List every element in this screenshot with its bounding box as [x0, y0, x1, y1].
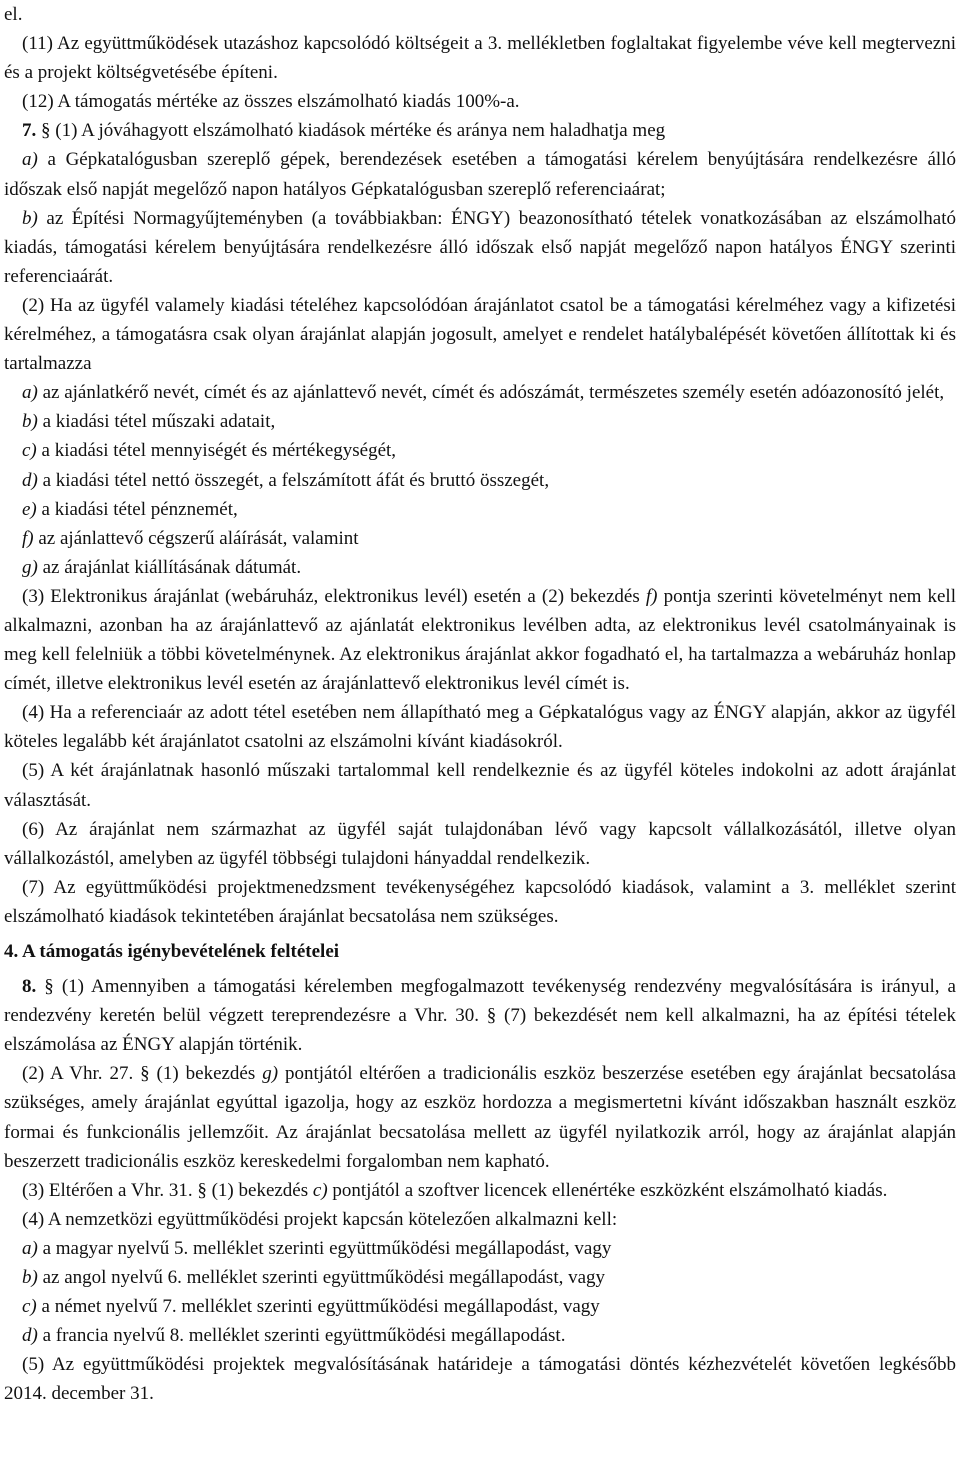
section-7-paragraph-4: (4) Ha a referenciaár az adott tétel esetében nem állapítható meg a Gépkatalógus vagy az ÉNGY alapján, akkor az ügyfél köteles legalább két árajánlatot csatolni az elszámolni kívánt kiadásokról. [4, 702, 956, 753]
point-b: b) a kiadási tétel műszaki adatait, [22, 411, 276, 433]
section-7-paragraph-2: (2) Ha az ügyfél valamely kiadási tételéhez kapcsolódóan árajánlatot csatol be a támogatási kérelméhez vagy a kifizetési kérelméhez, a támogatásra csak olyan árajánlat alapján jogosult, amelyet e rendelet hatálybalépését követően állítottak ki és tartalmazza [4, 294, 956, 375]
point-marker: c) [22, 1296, 37, 1318]
point-c: c) a kiadási tétel mennyiségét és mértékegységét, [22, 440, 397, 462]
point-marker: d) [22, 469, 38, 491]
point-reference: f) [645, 585, 658, 607]
point-marker: a) [22, 149, 38, 171]
point-c: c) a német nyelvű 7. melléklet szerinti együttműködési megállapodást, vagy [22, 1296, 600, 1318]
point-marker: d) [22, 1325, 38, 1347]
point-a: a) a magyar nyelvű 5. melléklet szerinti együttműködési megállapodást, vagy [22, 1237, 612, 1259]
point-e: e) a kiadási tétel pénznemét, [22, 498, 238, 520]
section-8-paragraph-3: (3) Eltérően a Vhr. 31. § (1) bekezdés c) pontjától a szoftver licencek ellenértéke eszközként elszámolható kiadás. [22, 1179, 888, 1201]
section-7-paragraph-1: 7. § (1) A jóváhagyott elszámolható kiadások mértéke és aránya nem haladhatja meg [22, 120, 666, 142]
point-b: b) az Építési Normagyűjteményben (a továbbiakban: ÉNGY) beazonosítható tételek vonatkozásában az elszámolható kiadás, támogatási kérelem benyújtására rendelkezésre álló időszak első napját megelőző napon hatályos ÉNGY szerinti referenciaárát. [4, 207, 956, 287]
section-8-paragraph-1: 8. § (1) Amennyiben a támogatási kérelemben megfogalmazott tevékenység rendezvény megvalósítására is irányul, a rendezvény keretén belül végzett tereprendezésre a Vhr. 30. § (7) bekezdését nem kell alkalmazni, ha az építési tételek elszámolása az ÉNGY alapján történik. [4, 976, 956, 1056]
section-8-paragraph-5: (5) Az együttműködési projektek megvalósításának határideje a támogatási döntés kézhezvételét követően legkésőbb 2014. december 31. [4, 1354, 956, 1405]
point-a: a) az ajánlatkérő nevét, címét és az ajánlattevő nevét, címét és adószámát, természetes személy esetén adóazonosító jelét, [22, 382, 945, 404]
point-marker: e) [22, 498, 37, 520]
point-marker: f) [22, 527, 34, 549]
section-7-paragraph-5: (5) A két árajánlatnak hasonló műszaki tartalommal kell rendelkeznie és az ügyfél köteles indokolni az adott árajánlat választását. [4, 760, 956, 811]
section-number: 8. [22, 976, 37, 998]
section-7-paragraph-7: (7) Az együttműködési projektmenedzsment tevékenységéhez kapcsolódó kiadások, valamint a 3. melléklet szerint elszámolható kiadások tekintetében árajánlat becsatolása nem szükséges. [4, 876, 956, 927]
chapter-heading: 4. A támogatás igénybevételének feltételei [4, 941, 340, 962]
point-d: d) a kiadási tétel nettó összegét, a felszámított áfát és bruttó összegét, [22, 469, 550, 491]
section-number: 7. [22, 120, 37, 142]
paragraph-fragment: el. [4, 4, 23, 25]
section-7-paragraph-3: (3) Elektronikus árajánlat (webáruház, elektronikus levél) esetén a (2) bekezdés f) pontja szerinti követelményt nem kell alkalmazni, azonban ha az árajánlattevő az ajánlatát elektronikus levélben adta, az elektronikus levél csatolmányainak is meg kell felelniük a többi követelménynek. Az elektronikus árajánlat akkor fogadható el, ha tartalmazza a webáruház honlap címét, illetve elektronikus levél esetén az árajánlattevő elektronikus levél címét is. [4, 585, 956, 695]
section-7-paragraph-6: (6) Az árajánlat nem származhat az ügyfél saját tulajdonában lévő vagy kapcsolt vállalkozásától, illetve olyan vállalkozástól, amelyben az ügyfél többségi tulajdoni hányaddal rendelkezik. [4, 818, 956, 869]
point-marker: b) [22, 411, 38, 433]
point-reference: c) [312, 1179, 328, 1201]
point-b: b) az angol nyelvű 6. melléklet szerinti együttműködési megállapodást, vagy [22, 1267, 606, 1289]
point-g: g) az árajánlat kiállításának dátumát. [22, 556, 302, 578]
point-f: f) az ajánlattevő cégszerű aláírását, valamint [22, 527, 359, 549]
point-a: a) a Gépkatalógusban szereplő gépek, berendezések esetében a támogatási kérelem benyújtására rendelkezésre álló időszak első napját megelőző napon hatályos Gépkatalógusban szereplő referenciaárat; [4, 149, 956, 200]
point-marker: b) [22, 1267, 38, 1289]
section-8-paragraph-4: (4) A nemzetközi együttműködési projekt kapcsán kötelezően alkalmazni kell: [22, 1208, 618, 1230]
paragraph-12: (12) A támogatás mértéke az összes elszámolható kiadás 100%-a. [22, 91, 520, 113]
point-marker: c) [22, 440, 37, 462]
paragraph-11: (11) Az együttműködések utazáshoz kapcsolódó költségeit a 3. mellékletben foglaltakat figyelembe véve kell megtervezni és a projekt költségvetésébe építeni. [4, 33, 956, 84]
point-reference: g) [262, 1063, 279, 1085]
point-marker: b) [22, 207, 38, 229]
point-marker: a) [22, 1237, 38, 1259]
point-d: d) a francia nyelvű 8. melléklet szerinti együttműködési megállapodást. [22, 1325, 566, 1347]
point-marker: g) [22, 556, 38, 578]
section-8-paragraph-2: (2) A Vhr. 27. § (1) bekezdés g) pontjától eltérően a tradicionális eszköz beszerzése esetében egy árajánlat becsatolása szükséges, amely árajánlat egyúttal igazolja, hogy az eszköz hordozza a megismertetni kívánt időszakban használt eszköz formai és funkcionális jellemzőit. Az árajánlat becsatolása mellett az ügyfél nyilatkozik arról, hogy az árajánlat alapján beszerzett tradicionális eszköz kereskedelmi forgalomban nem kapható. [4, 1063, 957, 1172]
point-marker: a) [22, 382, 38, 404]
